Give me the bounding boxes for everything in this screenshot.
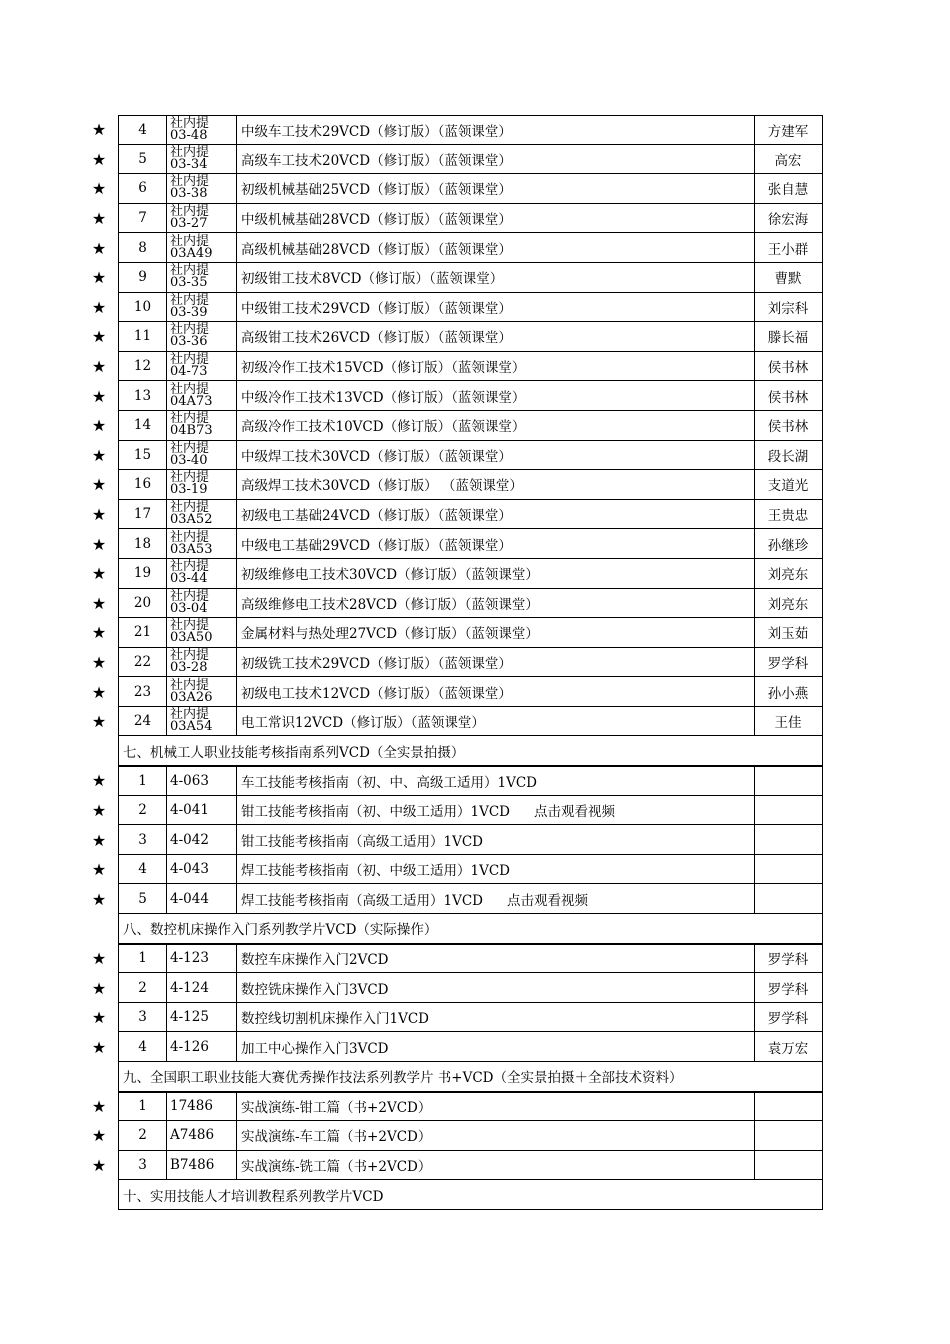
table-row [80, 233, 824, 263]
item-title: 高级车工技术20VCD（修订版）（蓝领课堂） [237, 145, 755, 174]
table-row [80, 618, 824, 648]
table-row [80, 648, 824, 678]
item-number: 4 [119, 1032, 167, 1061]
star-icon: ★ [91, 860, 107, 880]
star-icon: ★ [91, 1126, 107, 1146]
star-icon: ★ [91, 652, 107, 672]
item-author [755, 1151, 821, 1180]
item-code: 社内提 03-34 [167, 145, 237, 174]
star-icon: ★ [91, 830, 107, 850]
table-row [80, 322, 824, 352]
item-author: 高宏 [774, 152, 802, 169]
item-code: B7486 [167, 1151, 237, 1180]
item-number: 14 [119, 411, 167, 440]
item-number: 9 [119, 263, 167, 292]
item-code: 社内提 03-04 [167, 589, 237, 618]
item-title: 高级焊工技术30VCD（修订版） （蓝领课堂） [237, 470, 755, 499]
star-icon: ★ [91, 948, 107, 968]
item-number: 1 [119, 1093, 167, 1121]
star-icon: ★ [91, 416, 107, 436]
item-title: 电工常识12VCD（修订版）（蓝领课堂） [237, 707, 755, 736]
item-code: 社内提 03A50 [167, 618, 237, 647]
item-code: 社内提 03-36 [167, 322, 237, 351]
item-title: 实战演练-车工篇（书+2VCD） [237, 1121, 755, 1150]
item-code: 社内提 03-28 [167, 648, 237, 677]
star-icon: ★ [91, 327, 107, 347]
star-icon: ★ [91, 978, 107, 998]
item-author [755, 884, 821, 913]
table-row [80, 529, 824, 559]
star-icon [80, 736, 118, 766]
table-row [80, 411, 824, 441]
item-code: A7486 [167, 1121, 237, 1150]
star-icon: ★ [91, 771, 107, 791]
item-number: 24 [119, 707, 167, 736]
item-author: 王贵忠 [767, 508, 809, 525]
table-row [80, 441, 824, 471]
item-title: 实战演练-钳工篇（书+2VCD） [237, 1093, 755, 1121]
item-number: 5 [119, 145, 167, 174]
table-row [80, 973, 824, 1003]
item-title: 实战演练-铣工篇（书+2VCD） [237, 1151, 755, 1180]
item-title: 数控线切割机床操作入门1VCD [237, 1003, 755, 1032]
item-number: 20 [119, 589, 167, 618]
section-title: 七、机械工人职业技能考核指南系列VCD（全实景拍摄） [123, 744, 465, 761]
table-row [80, 115, 824, 145]
section-header-row [80, 736, 824, 766]
item-author: 段长湖 [767, 448, 809, 465]
item-code: 4-042 [167, 825, 237, 854]
watch-video-link[interactable]: 点击观看视频 [534, 803, 615, 820]
item-title: 初级铣工技术29VCD（修订版）（蓝领课堂） [237, 648, 755, 677]
item-title: 高级冷作工技术10VCD（修订版）（蓝领课堂） [237, 411, 755, 440]
item-title: 初级冷作工技术15VCD（修订版）（蓝领课堂） [237, 352, 755, 381]
item-title: 数控车床操作入门2VCD [237, 945, 755, 973]
item-number: 3 [119, 1003, 167, 1032]
item-number: 8 [119, 233, 167, 262]
item-title: 中级电工基础29VCD（修订版）（蓝领课堂） [237, 529, 755, 558]
table-row [80, 204, 824, 234]
star-icon: ★ [91, 357, 107, 377]
star-icon [80, 914, 118, 944]
item-author [755, 825, 821, 854]
star-icon [80, 1180, 118, 1210]
item-title: 高级机械基础28VCD（修订版）（蓝领课堂） [237, 233, 755, 262]
item-title: 初级电工基础24VCD（修订版）（蓝领课堂） [237, 500, 755, 529]
table-row [80, 766, 824, 796]
item-code: 4-126 [167, 1032, 237, 1061]
item-author [755, 796, 821, 825]
item-number: 21 [119, 618, 167, 647]
watch-video-link[interactable]: 点击观看视频 [507, 892, 588, 909]
item-author [755, 1093, 821, 1121]
section-title: 九、全国职工职业技能大赛优秀操作技法系列教学片 书+VCD（全实景拍摄＋全部技术资料） [123, 1070, 683, 1087]
item-code: 社内提 04B73 [167, 411, 237, 440]
item-number: 4 [119, 855, 167, 884]
item-code: 社内提 03A52 [167, 500, 237, 529]
item-author: 孙继珍 [767, 537, 809, 554]
star-icon: ★ [91, 505, 107, 525]
item-code: 4-124 [167, 973, 237, 1002]
table-row [80, 707, 824, 737]
star-icon: ★ [91, 209, 107, 229]
section-title: 十、实用技能人才培训教程系列教学片VCD [123, 1188, 384, 1205]
star-icon: ★ [91, 1037, 107, 1057]
item-author: 王小群 [767, 241, 809, 258]
item-title: 中级焊工技术30VCD（修订版）（蓝领课堂） [237, 441, 755, 470]
item-code: 社内提 03A54 [167, 707, 237, 736]
star-icon: ★ [91, 1096, 107, 1116]
item-number: 5 [119, 884, 167, 913]
item-number: 2 [119, 796, 167, 825]
item-title: 数控铣床操作入门3VCD [237, 973, 755, 1002]
item-author: 支道光 [767, 478, 809, 495]
item-number: 16 [119, 470, 167, 499]
table-row [80, 944, 824, 974]
item-number: 6 [119, 174, 167, 203]
item-code: 社内提 03-19 [167, 470, 237, 499]
item-title: 中级机械基础28VCD（修订版）（蓝领课堂） [237, 204, 755, 233]
item-author: 袁万宏 [767, 1040, 809, 1057]
table-row [80, 884, 824, 914]
item-code: 社内提 03A49 [167, 233, 237, 262]
item-author: 刘亮东 [767, 567, 809, 584]
table-row [80, 855, 824, 885]
table-row [80, 677, 824, 707]
table-row [80, 589, 824, 619]
item-code: 4-125 [167, 1003, 237, 1032]
table-row [80, 1092, 824, 1122]
table-row [80, 293, 824, 323]
item-author: 罗学科 [767, 952, 809, 969]
section-header-row [80, 1062, 824, 1092]
item-code: 4-044 [167, 884, 237, 913]
star-icon: ★ [91, 297, 107, 317]
item-title: 中级冷作工技术13VCD（修订版）（蓝领课堂） [237, 381, 755, 410]
item-code: 社内提 03-35 [167, 263, 237, 292]
item-number: 3 [119, 1151, 167, 1180]
table-row [80, 500, 824, 530]
item-number: 12 [119, 352, 167, 381]
item-author: 刘宗科 [767, 300, 809, 317]
item-code: 社内提 03-27 [167, 204, 237, 233]
item-code: 4-123 [167, 945, 237, 973]
item-title: 高级钳工技术26VCD（修订版）（蓝领课堂） [237, 322, 755, 351]
item-author [755, 767, 821, 795]
table-row [80, 381, 824, 411]
item-number: 23 [119, 677, 167, 706]
item-author: 刘亮东 [767, 596, 809, 613]
table-row [80, 145, 824, 175]
star-icon: ★ [91, 593, 107, 613]
item-author: 侯书林 [767, 389, 809, 406]
star-icon: ★ [91, 386, 107, 406]
item-code: 4-063 [167, 767, 237, 795]
star-icon: ★ [91, 179, 107, 199]
item-number: 18 [119, 529, 167, 558]
star-icon: ★ [91, 712, 107, 732]
item-author: 罗学科 [767, 1011, 809, 1028]
item-title: 高级维修电工技术28VCD（修订版）（蓝领课堂） [237, 589, 755, 618]
item-title: 钳工技能考核指南（高级工适用）1VCD [237, 825, 755, 854]
item-author: 侯书林 [767, 419, 809, 436]
star-icon: ★ [91, 889, 107, 909]
star-icon: ★ [91, 120, 107, 140]
item-author [755, 1121, 821, 1150]
item-code: 社内提 03-44 [167, 559, 237, 588]
section-header-row [80, 1180, 824, 1210]
item-code: 社内提 03A53 [167, 529, 237, 558]
item-code: 社内提 03-48 [167, 116, 237, 144]
item-title: 初级维修电工技术30VCD（修订版）（蓝领课堂） [237, 559, 755, 588]
item-code: 社内提 04-73 [167, 352, 237, 381]
item-title: 中级钳工技术29VCD（修订版）（蓝领课堂） [237, 293, 755, 322]
item-author: 曹默 [774, 271, 802, 288]
item-number: 1 [119, 767, 167, 795]
item-author: 刘玉茹 [767, 626, 809, 643]
item-code: 社内提 03A26 [167, 677, 237, 706]
item-number: 17 [119, 500, 167, 529]
table-row [80, 470, 824, 500]
item-title: 焊工技能考核指南（初、中级工适用）1VCD [237, 855, 755, 884]
item-number: 15 [119, 441, 167, 470]
item-code: 社内提 04A73 [167, 381, 237, 410]
star-icon: ★ [91, 623, 107, 643]
item-author: 徐宏海 [767, 212, 809, 229]
item-author: 罗学科 [767, 981, 809, 998]
item-number: 2 [119, 1121, 167, 1150]
item-number: 19 [119, 559, 167, 588]
star-icon: ★ [91, 268, 107, 288]
item-author: 侯书林 [767, 360, 809, 377]
item-title: 初级机械基础25VCD（修订版）（蓝领课堂） [237, 174, 755, 203]
item-code: 17486 [167, 1093, 237, 1121]
item-number: 11 [119, 322, 167, 351]
item-author: 孙小燕 [767, 685, 809, 702]
item-code: 4-041 [167, 796, 237, 825]
item-number: 22 [119, 648, 167, 677]
item-title: 车工技能考核指南（初、中、高级工适用）1VCD [237, 767, 755, 795]
item-title: 初级电工技术12VCD（修订版）（蓝领课堂） [237, 677, 755, 706]
star-icon: ★ [91, 800, 107, 820]
item-author: 王佳 [774, 715, 802, 732]
item-number: 4 [119, 116, 167, 144]
item-title: 焊工技能考核指南（高级工适用）1VCD 点击观看视频 [237, 884, 755, 913]
section-header-row [80, 914, 824, 944]
section-title: 八、数控机床操作入门系列教学片VCD（实际操作） [123, 922, 438, 939]
item-author [755, 855, 821, 884]
item-title: 金属材料与热处理27VCD（修订版）（蓝领课堂） [237, 618, 755, 647]
table-row [80, 1032, 824, 1062]
item-author: 张自慧 [767, 182, 809, 199]
star-icon: ★ [91, 564, 107, 584]
star-icon: ★ [91, 534, 107, 554]
table-row [80, 796, 824, 826]
item-number: 10 [119, 293, 167, 322]
item-number: 1 [119, 945, 167, 973]
table-row [80, 1003, 824, 1033]
star-icon: ★ [91, 238, 107, 258]
star-icon: ★ [91, 475, 107, 495]
item-code: 4-043 [167, 855, 237, 884]
table-row [80, 352, 824, 382]
item-title: 钳工技能考核指南（初、中级工适用）1VCD 点击观看视频 [237, 796, 755, 825]
item-author: 罗学科 [767, 655, 809, 672]
table-row [80, 263, 824, 293]
item-title: 初级钳工技术8VCD（修订版）（蓝领课堂） [237, 263, 755, 292]
star-icon: ★ [91, 1008, 107, 1028]
item-title: 加工中心操作入门3VCD [237, 1032, 755, 1061]
item-code: 社内提 03-40 [167, 441, 237, 470]
item-number: 7 [119, 204, 167, 233]
item-author: 方建军 [767, 123, 809, 140]
item-title: 中级车工技术29VCD（修订版）（蓝领课堂） [237, 116, 755, 144]
item-number: 13 [119, 381, 167, 410]
table-row [80, 1121, 824, 1151]
item-code: 社内提 03-38 [167, 174, 237, 203]
star-icon: ★ [91, 149, 107, 169]
table-row [80, 825, 824, 855]
item-number: 2 [119, 973, 167, 1002]
star-icon: ★ [91, 1156, 107, 1176]
catalog-table [80, 115, 824, 1210]
table-row [80, 174, 824, 204]
table-row [80, 559, 824, 589]
table-row [80, 1151, 824, 1181]
star-icon [80, 1062, 118, 1092]
star-icon: ★ [91, 445, 107, 465]
item-code: 社内提 03-39 [167, 293, 237, 322]
item-number: 3 [119, 825, 167, 854]
star-icon: ★ [91, 682, 107, 702]
item-author: 滕长福 [767, 330, 809, 347]
